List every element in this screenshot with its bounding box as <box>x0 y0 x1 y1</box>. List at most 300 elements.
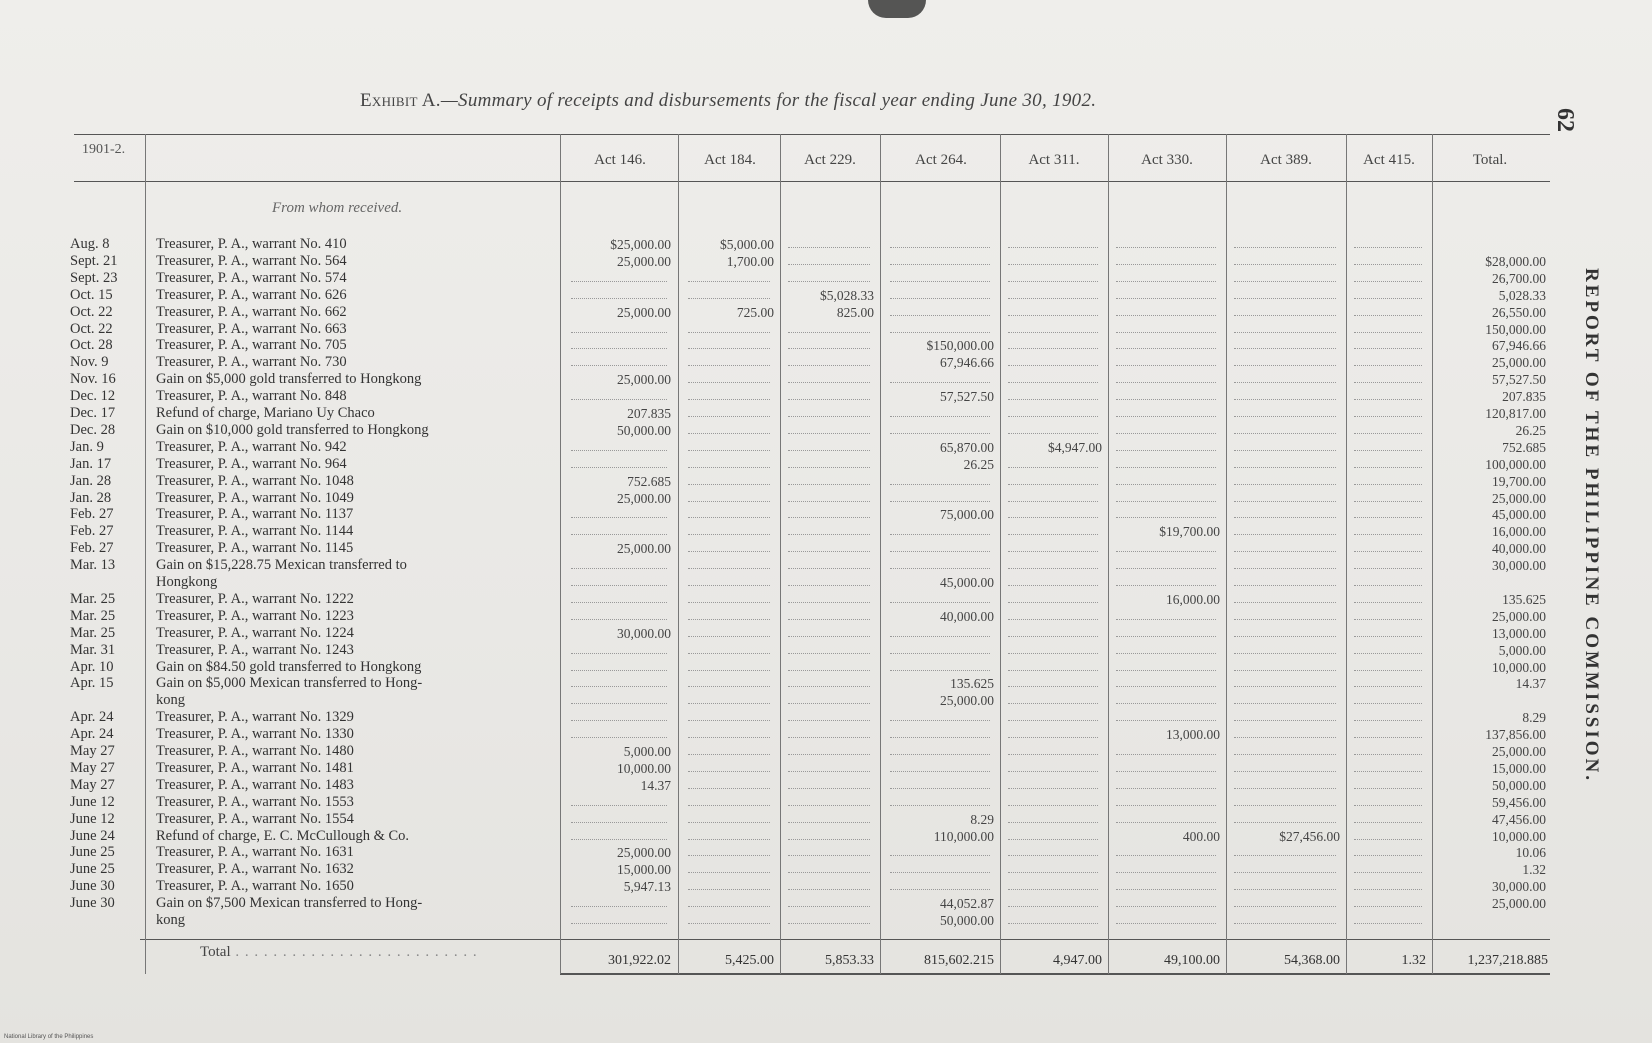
leader-dots <box>688 675 770 687</box>
leader-dots <box>1234 236 1336 248</box>
leader-dots <box>890 659 990 671</box>
row-description: Gain on $10,000 gold transferred to Hongkong <box>156 421 429 438</box>
leader-dots <box>788 473 870 485</box>
leader-dots <box>1116 506 1216 518</box>
leader-dots <box>1234 675 1336 687</box>
leader-dots <box>1116 354 1216 366</box>
leader-dots <box>890 253 990 265</box>
leader-dots <box>688 337 770 349</box>
row-date: May 27 <box>70 743 115 759</box>
leader-dots <box>1354 574 1422 586</box>
leader-dots <box>1234 726 1336 738</box>
table-row <box>0 540 1652 557</box>
leader-dots <box>1234 523 1336 535</box>
leader-dots <box>1008 912 1098 924</box>
row-date: June 25 <box>70 861 115 878</box>
leader-dots <box>1116 473 1216 485</box>
leader-dots <box>788 861 870 873</box>
col-header-total: Total. <box>1472 152 1508 168</box>
row-total: 1.32 <box>1522 862 1546 878</box>
leader-dots <box>1234 844 1336 856</box>
leader-dots <box>688 574 770 586</box>
leader-dots <box>1116 270 1216 282</box>
row-date: Dec. 28 <box>70 421 116 438</box>
leader-dots <box>1354 388 1422 400</box>
leader-dots <box>788 236 870 248</box>
table-row <box>0 912 1652 929</box>
row-date: June 12 <box>70 793 115 810</box>
row-amount: 44,052.87 <box>940 896 994 912</box>
leader-dots <box>571 287 667 299</box>
row-date: Feb. 27 <box>70 506 114 523</box>
table-row <box>0 456 1652 473</box>
leader-dots <box>1116 878 1216 890</box>
row-amount: 16,000.00 <box>1166 591 1220 607</box>
leader-dots <box>1116 642 1216 654</box>
leader-dots <box>890 304 990 316</box>
leader-dots <box>1116 490 1216 502</box>
row-description: Treasurer, P. A., warrant No. 626 <box>156 286 347 303</box>
leader-dots <box>1008 304 1098 316</box>
leader-dots <box>1008 422 1098 434</box>
table-row <box>0 591 1652 608</box>
leader-dots <box>788 422 870 434</box>
leader-dots <box>1008 794 1098 806</box>
row-description: Treasurer, P. A., warrant No. 662 <box>156 303 347 320</box>
leader-dots <box>788 405 870 417</box>
row-amount: $19,700.00 <box>1159 524 1220 540</box>
leader-dots <box>1234 473 1336 485</box>
leader-dots <box>571 912 667 924</box>
leader-dots <box>890 591 990 603</box>
row-total: 25,000.00 <box>1492 896 1546 912</box>
row-total: 47,456.00 <box>1492 811 1546 827</box>
leader-dots <box>1234 287 1336 299</box>
leader-dots <box>571 439 667 451</box>
leader-dots <box>688 794 770 806</box>
leader-dots <box>1116 253 1216 265</box>
leader-dots <box>1354 405 1422 417</box>
table-row <box>0 743 1652 760</box>
from-whom-subheading: From whom received. <box>272 200 403 216</box>
leader-dots <box>1354 642 1422 654</box>
row-total: 100,000.00 <box>1485 456 1546 472</box>
table-row <box>0 861 1652 878</box>
leader-dots <box>1116 304 1216 316</box>
table-row <box>0 523 1652 540</box>
leader-dots <box>788 540 870 552</box>
leader-dots <box>890 236 990 248</box>
table-row <box>0 270 1652 287</box>
leader-dots <box>1354 760 1422 772</box>
row-total: 15,000.00 <box>1492 760 1546 776</box>
row-description: Hongkong <box>156 574 218 590</box>
leader-dots <box>788 895 870 907</box>
table-row <box>0 236 1652 253</box>
leader-dots <box>1354 253 1422 265</box>
leader-dots <box>1008 777 1098 789</box>
leader-dots <box>1116 777 1216 789</box>
fiscal-year-label: 1901-2. <box>82 142 126 157</box>
row-amount: 725.00 <box>736 304 774 320</box>
row-description: kong <box>156 692 185 709</box>
leader-dots <box>1234 439 1336 451</box>
row-description: Treasurer, P. A., warrant No. 1223 <box>156 607 354 624</box>
col-header-act311: Act 311. <box>1028 152 1080 168</box>
leader-dots <box>1234 777 1336 789</box>
leader-dots <box>1116 743 1216 755</box>
leader-dots <box>1354 506 1422 518</box>
leader-dots <box>1116 321 1216 333</box>
leader-dots <box>571 337 667 349</box>
leader-dots <box>890 794 990 806</box>
leader-dots <box>688 692 770 704</box>
total-act415: 1.32 <box>1401 953 1426 968</box>
table-row <box>0 760 1652 777</box>
leader-dots <box>788 709 870 721</box>
leader-dots <box>1354 912 1422 924</box>
leader-dots <box>688 456 770 468</box>
row-description: Gain on $5,000 Mexican transferred to Hong- <box>156 675 423 692</box>
leader-dots <box>1008 371 1098 383</box>
leader-dots <box>1116 540 1216 552</box>
row-date: May 27 <box>70 759 115 776</box>
leader-dots <box>1354 371 1422 383</box>
row-amount: 25,000.00 <box>617 253 671 269</box>
row-description: Treasurer, P. A., warrant No. 1632 <box>156 861 354 878</box>
col-header-act330: Act 330. <box>1141 152 1193 168</box>
leader-dots <box>1234 540 1336 552</box>
leader-dots <box>788 743 870 755</box>
total-act146: 301,922.02 <box>608 953 671 968</box>
table-row <box>0 608 1652 625</box>
leader-dots <box>788 912 870 924</box>
row-description: Gain on $5,000 gold transferred to Hongkong <box>156 371 422 388</box>
row-date: Jan. 17 <box>70 455 112 472</box>
leader-dots <box>1354 777 1422 789</box>
row-description: Treasurer, P. A., warrant No. 663 <box>156 320 347 337</box>
leader-dots <box>1354 743 1422 755</box>
leader-dots <box>890 642 990 654</box>
row-description: Gain on $15,228.75 Mexican transferred to <box>156 557 407 574</box>
table-row <box>0 709 1652 726</box>
row-description: Treasurer, P. A., warrant No. 1480 <box>156 743 354 759</box>
leader-dots <box>788 692 870 704</box>
row-date: June 30 <box>70 895 115 912</box>
leader-dots <box>1008 625 1098 637</box>
leader-dots <box>1008 675 1098 687</box>
leader-dots <box>1116 675 1216 687</box>
row-amount: 25,000.00 <box>940 693 994 709</box>
row-date: June 30 <box>70 878 115 895</box>
table-row <box>0 321 1652 338</box>
row-total: 50,000.00 <box>1492 777 1546 793</box>
leader-dots <box>1116 912 1216 924</box>
row-total: 207.835 <box>1502 389 1546 405</box>
leader-dots <box>1354 625 1422 637</box>
leader-dots <box>1234 709 1336 721</box>
row-amount: 110,000.00 <box>933 828 994 844</box>
leader-dots <box>788 490 870 502</box>
leader-dots <box>1234 270 1336 282</box>
leader-dots <box>788 642 870 654</box>
leader-dots <box>1354 523 1422 535</box>
leader-dots <box>688 659 770 671</box>
leader-dots <box>1116 608 1216 620</box>
leader-dots <box>788 270 870 282</box>
leader-dots <box>1354 591 1422 603</box>
leader-dots <box>788 321 870 333</box>
leader-dots <box>890 287 990 299</box>
row-total: 10,000.00 <box>1492 828 1546 844</box>
table-row <box>0 354 1652 371</box>
leader-dots <box>688 625 770 637</box>
leader-dots <box>1008 557 1098 569</box>
leader-dots <box>1234 608 1336 620</box>
row-total: 26,550.00 <box>1492 304 1546 320</box>
running-head: REPORT OF THE PHILIPPINE COMMISSION. <box>1581 268 1602 784</box>
leader-dots <box>1354 270 1422 282</box>
leader-dots <box>1008 473 1098 485</box>
table-row <box>0 675 1652 692</box>
table-row <box>0 625 1652 642</box>
leader-dots <box>788 388 870 400</box>
row-date: June 25 <box>70 844 115 861</box>
leader-dots <box>1354 709 1422 721</box>
row-amount: $27,456.00 <box>1279 828 1340 844</box>
row-description: Treasurer, P. A., warrant No. 410 <box>156 236 347 252</box>
leader-dots <box>1008 388 1098 400</box>
row-description: Treasurer, P. A., warrant No. 964 <box>156 455 347 472</box>
row-date: Apr. 24 <box>70 709 114 726</box>
row-amount: $5,028.33 <box>820 287 874 303</box>
leader-dots <box>788 844 870 856</box>
leader-dots <box>1354 878 1422 890</box>
leader-dots <box>890 490 990 502</box>
leader-dots <box>1008 642 1098 654</box>
row-total: 135.625 <box>1502 591 1546 607</box>
row-description: Treasurer, P. A., warrant No. 942 <box>156 438 347 455</box>
leader-dots <box>1008 506 1098 518</box>
leader-dots <box>1116 861 1216 873</box>
leader-dots <box>1354 304 1422 316</box>
row-amount: 752.685 <box>627 473 671 489</box>
leader-dots <box>688 777 770 789</box>
row-amount: 45,000.00 <box>940 575 994 590</box>
total-label: Total . . . . . . . . . . . . . . . . . . . . . . . . . . <box>200 944 478 960</box>
col-header-act146: Act 146. <box>594 152 646 168</box>
row-amount: 65,870.00 <box>940 439 994 455</box>
table-row <box>0 574 1652 591</box>
leader-dots <box>1234 743 1336 755</box>
row-date: June 24 <box>70 827 115 844</box>
row-total: 30,000.00 <box>1492 879 1546 895</box>
ink-blot <box>868 0 926 18</box>
leader-dots <box>1008 844 1098 856</box>
row-total: 45,000.00 <box>1492 507 1546 523</box>
total-act229: 5,853.33 <box>825 953 874 968</box>
leader-dots <box>1008 591 1098 603</box>
leader-dots <box>571 388 667 400</box>
table-top-rule <box>74 134 1550 135</box>
leader-dots <box>571 659 667 671</box>
leader-dots <box>1234 574 1336 586</box>
row-date: Jan. 9 <box>70 438 104 455</box>
row-total: 40,000.00 <box>1492 541 1546 557</box>
row-date: Apr. 15 <box>70 675 114 692</box>
leader-dots <box>1116 760 1216 772</box>
leader-dots <box>890 422 990 434</box>
row-description: Treasurer, P. A., warrant No. 1137 <box>156 506 354 523</box>
leader-dots <box>1008 574 1098 586</box>
leader-dots <box>1008 608 1098 620</box>
leader-dots <box>1008 354 1098 366</box>
leader-dots <box>688 743 770 755</box>
leader-dots <box>1008 692 1098 704</box>
leader-dots <box>1354 337 1422 349</box>
leader-dots <box>1234 760 1336 772</box>
row-amount: 25,000.00 <box>617 372 671 388</box>
row-amount: 25,000.00 <box>617 490 671 506</box>
leader-dots <box>688 388 770 400</box>
row-date: Oct. 15 <box>70 286 113 303</box>
leader-dots <box>890 270 990 282</box>
leader-dots <box>688 878 770 890</box>
row-total: 30,000.00 <box>1492 558 1546 574</box>
leader-dots <box>1354 675 1422 687</box>
total-bottom-rule <box>560 973 1550 975</box>
row-amount: 75,000.00 <box>940 507 994 523</box>
leader-dots <box>788 253 870 265</box>
leader-dots <box>1116 337 1216 349</box>
leader-dots <box>1116 371 1216 383</box>
row-amount: 10,000.00 <box>617 760 671 776</box>
leader-dots <box>1008 405 1098 417</box>
row-total: 57,527.50 <box>1492 372 1546 388</box>
leader-dots <box>1008 540 1098 552</box>
row-date: Jan. 28 <box>70 472 112 489</box>
leader-dots <box>688 828 770 840</box>
leader-dots <box>688 726 770 738</box>
leader-dots <box>571 675 667 687</box>
table-row <box>0 895 1652 912</box>
leader-dots <box>890 321 990 333</box>
row-date: Oct. 28 <box>70 337 113 354</box>
leader-dots <box>1008 490 1098 502</box>
table-row <box>0 253 1652 270</box>
leader-dots <box>890 473 990 485</box>
total-top-rule <box>140 939 1550 940</box>
leader-dots <box>788 811 870 823</box>
leader-dots <box>571 321 667 333</box>
leader-dots <box>1234 388 1336 400</box>
leader-dots <box>1008 878 1098 890</box>
row-date: Mar. 25 <box>70 624 116 641</box>
exhibit-label: Exhibit A. <box>360 90 441 111</box>
grand-total: 1,237,218.885 <box>1467 953 1548 968</box>
leader-dots <box>688 591 770 603</box>
leader-dots <box>571 794 667 806</box>
leader-dots <box>571 895 667 907</box>
leader-dots <box>688 270 770 282</box>
table-row <box>0 405 1652 422</box>
row-date: Mar. 13 <box>70 557 116 574</box>
row-date: Mar. 25 <box>70 590 116 607</box>
leader-dots <box>688 895 770 907</box>
leader-dots <box>788 828 870 840</box>
row-total: 25,000.00 <box>1492 355 1546 371</box>
leader-dots <box>571 692 667 704</box>
row-amount: $4,947.00 <box>1048 439 1102 455</box>
leader-dots <box>1116 439 1216 451</box>
table-row <box>0 388 1652 405</box>
leader-dots <box>1008 270 1098 282</box>
leader-dots <box>1354 490 1422 502</box>
row-amount: 400.00 <box>1182 828 1220 844</box>
title-text: —Summary of receipts and disbursements for the fiscal year ending June 30, 1902. <box>440 90 1097 111</box>
leader-dots <box>788 659 870 671</box>
leader-dots <box>1234 692 1336 704</box>
leader-dots <box>788 608 870 620</box>
leader-dots <box>571 591 667 603</box>
row-description: Treasurer, P. A., warrant No. 1243 <box>156 641 354 658</box>
row-description: Treasurer, P. A., warrant No. 1631 <box>156 844 354 861</box>
row-description: Treasurer, P. A., warrant No. 1048 <box>156 472 354 489</box>
leader-dots <box>1008 743 1098 755</box>
page-number: 62 <box>1552 108 1578 132</box>
row-date: Oct. 22 <box>70 320 113 337</box>
row-total: 120,817.00 <box>1485 406 1546 421</box>
leader-dots <box>1354 540 1422 552</box>
row-date: Nov. 9 <box>70 354 109 371</box>
leader-dots <box>688 540 770 552</box>
table-row <box>0 557 1652 574</box>
leader-dots <box>1354 692 1422 704</box>
row-date: Dec. 12 <box>70 388 116 405</box>
leader-dots <box>571 726 667 738</box>
row-description: Treasurer, P. A., warrant No. 564 <box>156 252 347 269</box>
row-amount: 25,000.00 <box>617 304 671 320</box>
row-total: 10,000.00 <box>1492 659 1546 675</box>
table-row <box>0 692 1652 709</box>
leader-dots <box>1008 811 1098 823</box>
leader-dots <box>688 405 770 417</box>
footer-credit: National Library of the Philippines <box>4 1034 94 1040</box>
leader-dots <box>1008 337 1098 349</box>
leader-dots <box>1234 895 1336 907</box>
leader-dots <box>1234 794 1336 806</box>
leader-dots <box>1116 844 1216 856</box>
leader-dots <box>1008 253 1098 265</box>
leader-dots <box>1234 557 1336 569</box>
leader-dots <box>571 523 667 535</box>
row-total: 19,700.00 <box>1492 473 1546 489</box>
leader-dots <box>788 523 870 535</box>
leader-dots <box>571 456 667 468</box>
leader-dots <box>1354 811 1422 823</box>
leader-dots <box>890 844 990 856</box>
leader-dots <box>1008 456 1098 468</box>
leader-dots <box>1234 912 1336 924</box>
leader-dots <box>688 506 770 518</box>
row-total: 16,000.00 <box>1492 524 1546 540</box>
leader-dots <box>1234 456 1336 468</box>
row-amount: 30,000.00 <box>617 625 671 641</box>
leader-dots <box>1116 388 1216 400</box>
leader-dots <box>1234 625 1336 637</box>
leader-dots <box>1116 895 1216 907</box>
leader-dots <box>890 523 990 535</box>
